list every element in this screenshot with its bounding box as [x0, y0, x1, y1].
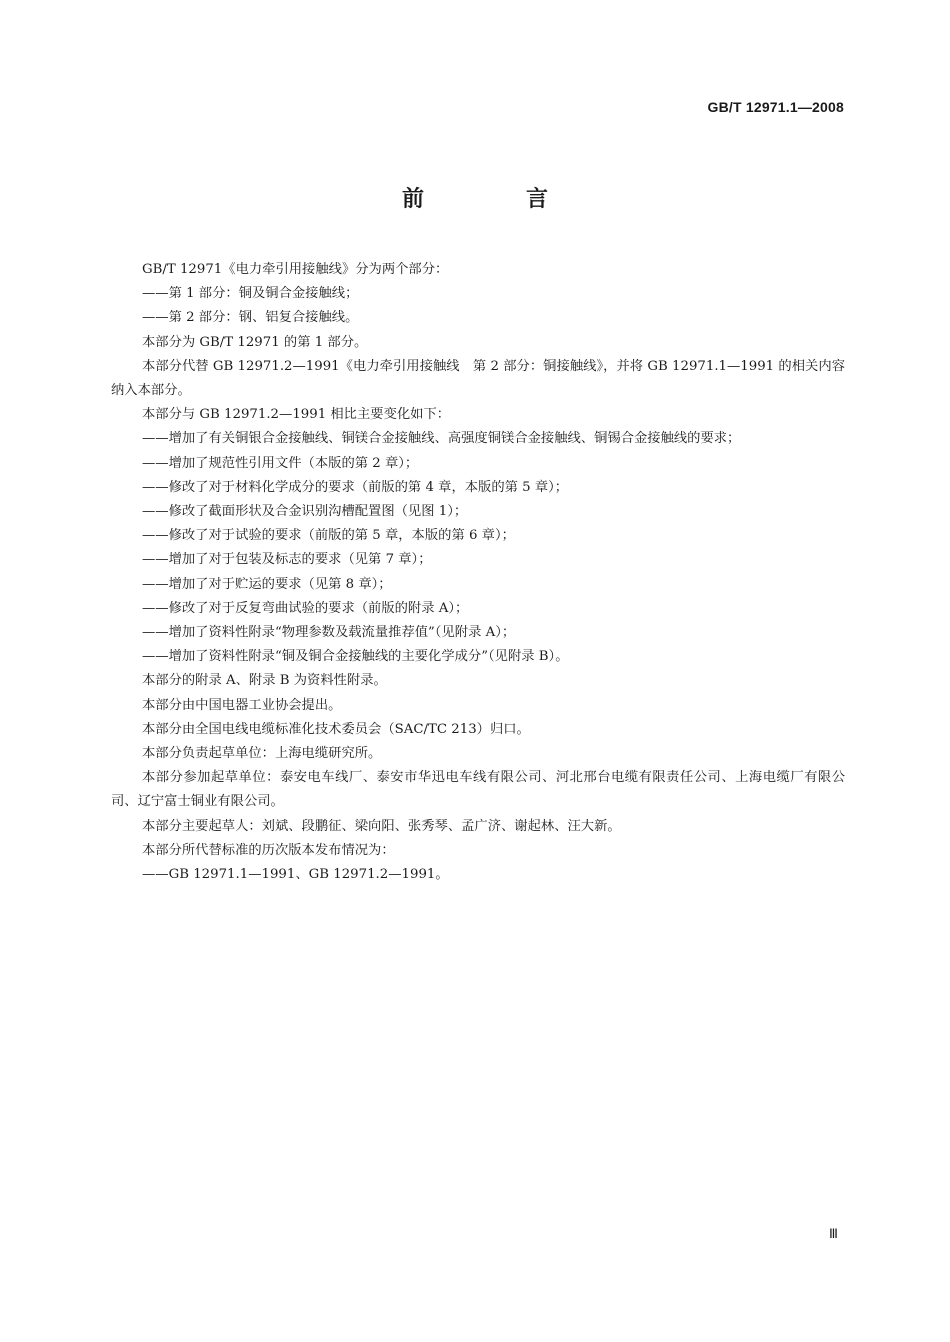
list-item: ——修改了截面形状及合金识别沟槽配置图（见图 1）；	[142, 504, 468, 520]
body-paragraph: 本部分主要起草人：刘斌、段鹏征、梁向阳、张秀琴、孟广济、谢起林、汪大新。	[142, 818, 621, 834]
page-title: 前 言	[401, 187, 588, 212]
page-number: Ⅲ	[829, 1226, 838, 1241]
document-body	[111, 258, 845, 887]
list-item: ——增加了有关铜银合金接触线、铜镁合金接触线、高强度铜镁合金接触线、铜锡合金接触线的要求；	[142, 431, 741, 447]
body-paragraph: 本部分参加起草单位：泰安电车线厂、泰安市华迅电车线有限公司、河北邢台电缆有限责任公司、上海电缆厂有限公司、辽宁富士铜业有限公司。	[111, 770, 845, 810]
body-paragraph: 本部分为 GB/T 12971 的第 1 部分。	[142, 334, 368, 350]
body-paragraph: 本部分与 GB 12971.2—1991 相比主要变化如下：	[142, 407, 451, 423]
list-item: ——第 1 部分：铜及铜合金接触线；	[142, 286, 359, 302]
list-item: ——增加了对于包装及标志的要求（见第 7 章）；	[142, 552, 432, 568]
list-item: ——增加了规范性引用文件（本版的第 2 章）；	[142, 455, 419, 471]
standard-code: GB/T 12971.1—2008	[707, 99, 844, 115]
list-item: ——增加了资料性附录“铜及铜合金接触线的主要化学成分”（见附录 B）。	[142, 649, 569, 665]
list-item: ——修改了对于反复弯曲试验的要求（前版的附录 A）；	[142, 600, 469, 616]
body-paragraph: 本部分由全国电线电缆标准化技术委员会（SAC/TC 213）归口。	[142, 721, 530, 737]
body-paragraph: 本部分负责起草单位：上海电缆研究所。	[142, 746, 382, 762]
list-item: ——修改了对于试验的要求（前版的第 5 章，本版的第 6 章）；	[142, 528, 515, 544]
body-paragraph: 本部分由中国电器工业协会提出。	[142, 697, 342, 713]
list-item: ——增加了资料性附录“物理参数及载流量推荐值”（见附录 A）；	[142, 625, 516, 641]
body-paragraph: 本部分的附录 A、附录 B 为资料性附录。	[142, 673, 387, 689]
list-item: ——增加了对于贮运的要求（见第 8 章）；	[142, 576, 392, 592]
list-item: ——GB 12971.1—1991、GB 12971.2—1991。	[142, 867, 449, 883]
body-paragraph: GB/T 12971《电力牵引用接触线》分为两个部分：	[142, 262, 449, 277]
list-item: ——第 2 部分：钢、铝复合接触线。	[142, 310, 359, 326]
body-paragraph: 本部分所代替标准的历次版本发布情况为：	[142, 842, 395, 858]
body-paragraph: 本部分代替 GB 12971.2—1991《电力牵引用接触线 第 2 部分：铜接触线》，并将 GB 12971.1—1991 的相关内容纳入本部分。	[111, 358, 845, 399]
list-item: ——修改了对于材料化学成分的要求（前版的第 4 章，本版的第 5 章）；	[142, 479, 569, 495]
